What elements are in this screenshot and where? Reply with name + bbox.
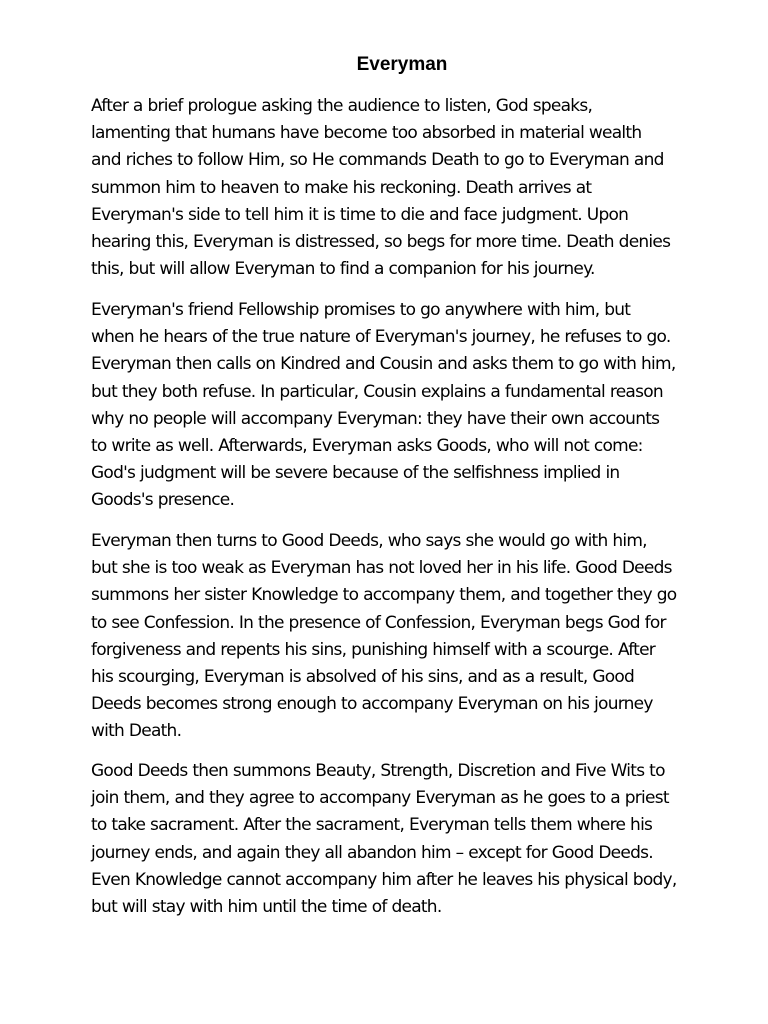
text-line: Everyman's friend Fellowship promises to go anywhere with him, but bbox=[91, 300, 631, 320]
text-line: to see Confession. In the presence of Confession, Everyman begs God for bbox=[91, 612, 666, 633]
text-line: to take sacrament. After the sacrament, Everyman tells them where his bbox=[91, 815, 653, 836]
text-line: Good Deeds then summons Beauty, Strength, Discretion and Five Wits to bbox=[91, 761, 665, 781]
text-line: but they both refuse. In particular, Cousin explains a fundamental reason bbox=[91, 381, 663, 402]
text-line: and riches to follow Him, so He commands Death to go to Everyman and bbox=[91, 150, 664, 171]
text-line: Deeds becomes strong enough to accompany Everyman on his journey bbox=[91, 694, 653, 715]
paragraph-1 bbox=[91, 93, 731, 283]
text-line: his scourging, Everyman is absolved of his sins, and as a result, Good bbox=[91, 667, 635, 688]
text-line: but will stay with him until the time of death. bbox=[91, 897, 442, 918]
text-line: journey ends, and again they all abandon him – except for Good Deeds. bbox=[91, 842, 653, 863]
text-line: hearing this, Everyman is distressed, so begs for more time. Death denies bbox=[91, 232, 671, 253]
text-line: God's judgment will be severe because of the selfishness implied in bbox=[91, 463, 620, 484]
text-line: why no people will accompany Everyman: they have their own accounts bbox=[91, 408, 660, 429]
text-line: summons her sister Knowledge to accompany them, and together they go bbox=[91, 585, 677, 606]
text-line: when he hears of the true nature of Everyman's journey, he refuses to go. bbox=[91, 327, 671, 348]
text-line: lamenting that humans have become too absorbed in material wealth bbox=[91, 123, 642, 144]
paragraph-2 bbox=[91, 297, 731, 515]
text-line: Everyman then calls on Kindred and Cousin and asks them to go with him, bbox=[91, 354, 676, 375]
text-line: but she is too weak as Everyman has not loved her in his life. Good Deeds bbox=[91, 558, 672, 579]
paragraph-4 bbox=[91, 758, 731, 921]
text-line: Everyman's side to tell him it is time to die and face judgment. Upon bbox=[91, 204, 629, 225]
text-line: with Death. bbox=[91, 721, 182, 742]
document-title: Everyman bbox=[356, 54, 448, 75]
paragraph-3 bbox=[91, 528, 731, 746]
text-line: to write as well. Afterwards, Everyman asks Goods, who will not come: bbox=[91, 436, 643, 457]
text-line: summon him to heaven to make his reckoning. Death arrives at bbox=[91, 177, 592, 198]
text-line: After a brief prologue asking the audience to listen, God speaks, bbox=[91, 96, 593, 116]
text-line: join them, and they agree to accompany Everyman as he goes to a priest bbox=[91, 788, 669, 809]
text-line: Even Knowledge cannot accompany him after he leaves his physical body, bbox=[91, 869, 677, 890]
text-line: Goods's presence. bbox=[91, 490, 235, 511]
text-line: forgiveness and repents his sins, punishing himself with a scourge. After bbox=[91, 639, 656, 660]
text-line: this, but will allow Everyman to find a companion for his journey. bbox=[91, 259, 595, 280]
text-line: Everyman then turns to Good Deeds, who says she would go with him, bbox=[91, 531, 647, 551]
